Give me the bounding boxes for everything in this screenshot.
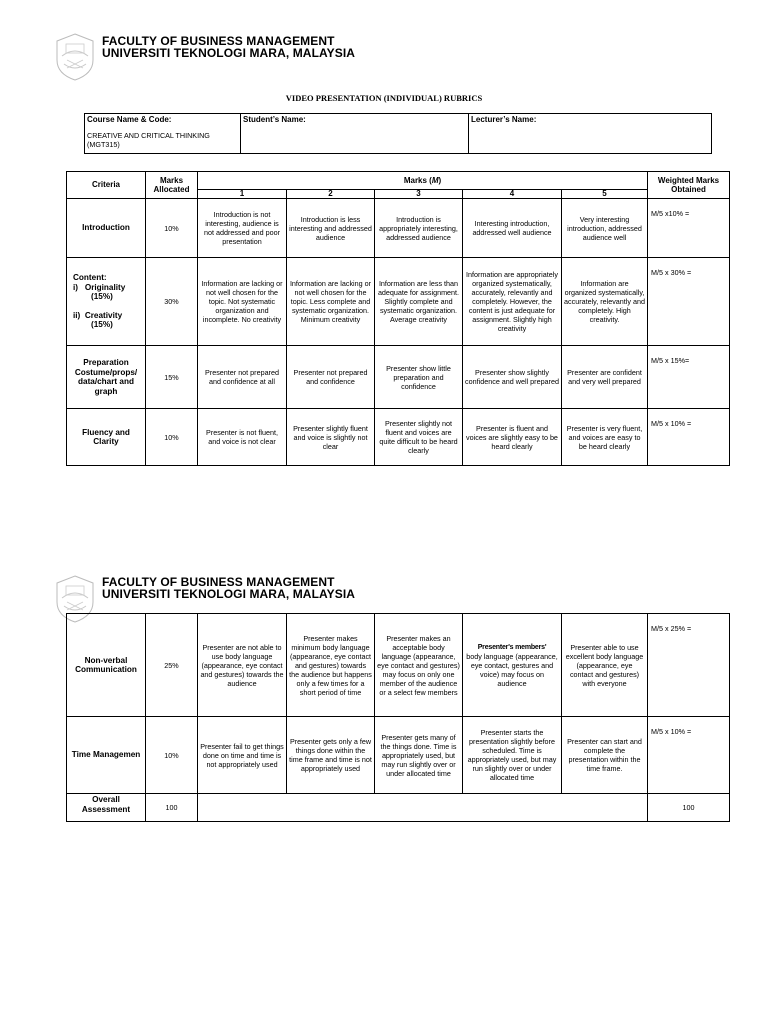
student-name-label: Student’s Name:: [243, 115, 306, 124]
level-cell: Presenter is not fluent, and voice is not clear: [198, 409, 287, 466]
criteria-cell: Time Managemen: [67, 717, 146, 794]
level-cell: Introduction is less interesting and addressed audience: [287, 199, 375, 258]
rubric-table-2: [66, 613, 730, 822]
criteria-cell: Overall Assessment: [67, 794, 146, 822]
criteria-header: Criteria: [67, 172, 146, 199]
level-cell: Presenter show slightly confidence and well prepared: [463, 346, 562, 409]
level-cell: Presenter makes an acceptable body language (appearance, eye contact and gestures) may focus on only one member of the audience or a select few members: [375, 614, 463, 717]
overall-blank-cell: [198, 794, 648, 822]
weighted-cell[interactable]: M/5 x 30% =: [648, 258, 730, 346]
lecturer-name-label: Lecturer’s Name:: [471, 115, 537, 124]
level-cell: Very interesting introduction, addressed audience well: [562, 199, 648, 258]
criteria-cell: Introduction: [67, 199, 146, 258]
document-title: VIDEO PRESENTATION (INDIVIDUAL) RUBRICS: [285, 93, 483, 103]
allocated-cell: 10%: [146, 199, 198, 258]
level-cell: Presenter gets many of the things done. Time is appropriately used, but may run slightly over or under allocated time: [375, 717, 463, 794]
criteria-cell: [67, 258, 146, 346]
level-cell-text: body language (appearance, eye contact, gestures and voice) may focus on audience: [466, 651, 558, 688]
level-cell: Presenter not prepared and confidence at all: [198, 346, 287, 409]
weighted-cell[interactable]: M/5 x 10% =: [648, 717, 730, 794]
course-value-2: (MGT315): [87, 140, 120, 149]
criteria-line: Content:: [73, 273, 107, 283]
faculty-name: FACULTY OF BUSINESS MANAGEMENT: [102, 575, 335, 589]
course-label: Course Name & Code:: [87, 115, 172, 124]
level-cell: Presenter are confident and very well prepared: [562, 346, 648, 409]
university-name: UNIVERSITI TEKNOLOGI MARA, MALAYSIA: [102, 587, 356, 601]
rubric-row-preparation: [67, 346, 730, 409]
university-name: UNIVERSITI TEKNOLOGI MARA, MALAYSIA: [102, 46, 356, 60]
allocated-cell: 10%: [146, 409, 198, 466]
level-cell: Presenter fail to get things done on time and time is not appropriately used: [198, 717, 287, 794]
criteria-cell: Non-verbal Communication: [67, 614, 146, 717]
weighted-marks-header: [648, 172, 730, 199]
faculty-name: FACULTY OF BUSINESS MANAGEMENT: [102, 34, 335, 48]
rubric-row-overall: [67, 794, 730, 822]
weighted-cell[interactable]: M/5 x10% =: [648, 199, 730, 258]
criteria-line: (15%): [91, 292, 113, 302]
level-cell: Presenter not prepared and confidence: [287, 346, 375, 409]
weighted-header-line2: Obtained: [671, 185, 706, 194]
rubric-row-non-verbal: [67, 614, 730, 717]
weighted-cell[interactable]: M/5 x 10% =: [648, 409, 730, 466]
allocated-cell: 100: [146, 794, 198, 822]
level-2-header: 2: [287, 190, 375, 199]
level-1-header: 1: [198, 190, 287, 199]
level-4-header: 4: [463, 190, 562, 199]
level-cell: Interesting introduction, addressed well audience: [463, 199, 562, 258]
marks-m-post: ): [438, 175, 442, 185]
allocated-cell: 15%: [146, 346, 198, 409]
level-cell: Presenter is fluent and voices are slightly easy to be heard clearly: [463, 409, 562, 466]
weighted-cell[interactable]: M/5 x 15%=: [648, 346, 730, 409]
marks-m-header: [198, 172, 648, 190]
level-cell: Introduction is not interesting, audience is not addressed and poor presentation: [198, 199, 287, 258]
level-cell: Information are lacking or not well chosen for the topic. Not systematic organization and incomplete. No creativity: [198, 258, 287, 346]
marks-m-var: M: [431, 175, 439, 185]
level-cell: Presenter slightly fluent and voice is slightly not clear: [287, 409, 375, 466]
level-cell: Presenter are not able to use body language (appearance, eye contact and gestures) towards the audience: [198, 614, 287, 717]
level-cell: Introduction is appropriately interesting, addressed audience: [375, 199, 463, 258]
level-cell: Information are appropriately organized systematically, accurately, relevantly and completely. However, the content is just adequate for assignment. Slightly high creativity: [463, 258, 562, 346]
level-cell: Presenter is very fluent, and voices are easy to be heard clearly: [562, 409, 648, 466]
allocated-cell: 30%: [146, 258, 198, 346]
overall-total-cell: 100: [648, 794, 730, 822]
allocated-cell: 25%: [146, 614, 198, 717]
course-info-table: [84, 113, 712, 154]
weighted-cell[interactable]: M/5 x 25% =: [648, 614, 730, 717]
level-cell: Presenter able to use excellent body language (appearance, eye contact and gestures) with everyone: [562, 614, 648, 717]
allocated-cell: 10%: [146, 717, 198, 794]
level-cell: Presenter slightly not fluent and voices are quite difficult to be heard clearly: [375, 409, 463, 466]
level-cell: Presenter makes minimum body language (appearance, eye contact and gestures) towards the audience but happens only a few times for a short period of time: [287, 614, 375, 717]
marks-allocated-header: [146, 172, 198, 199]
marks-m-pre: Marks (: [403, 175, 432, 185]
rubric-row-content: [67, 258, 730, 346]
marks-allocated-header-line2: Allocated: [153, 185, 190, 194]
rubric-row-introduction: [67, 199, 730, 258]
course-value-1: CREATIVE AND CRITICAL THINKING: [87, 131, 210, 140]
criteria-line: i) Originality: [73, 282, 126, 292]
level-cell: Information are lacking or not well chosen for the topic. Less complete and systematic organization. Minimum creativity: [287, 258, 375, 346]
level-cell: [463, 614, 562, 717]
level-cell: Presenter can start and complete the presentation within the time frame.: [562, 717, 648, 794]
student-name-cell[interactable]: [241, 114, 469, 154]
course-cell: [85, 114, 241, 154]
rubric-row-time-management: [67, 717, 730, 794]
level-cell: Presenter starts the presentation slightly before scheduled. Time is appropriately used, but may run slightly over or under allocated time: [463, 717, 562, 794]
level-cell: Presenter gets only a few things done within the time frame and time is not appropriately used: [287, 717, 375, 794]
rubric-table-1: [66, 171, 730, 466]
level-3-header: 3: [375, 190, 463, 199]
level-cell: Information are organized systematically, accurately, relevantly and completely. High creativity.: [562, 258, 648, 346]
criteria-cell: Fluency and Clarity: [67, 409, 146, 466]
uitm-logo-icon: [54, 32, 96, 82]
criteria-cell: Preparation Costume/props/ data/chart and graph: [67, 346, 146, 409]
criteria-line: ii) Creativity: [73, 310, 123, 320]
criteria-line: (15%): [91, 320, 113, 330]
level-5-header: 5: [562, 190, 648, 199]
lecturer-name-cell[interactable]: [469, 114, 712, 154]
marks-allocated-header-line1: Marks: [159, 175, 184, 185]
level-cell: Presenter show little preparation and confidence: [375, 346, 463, 409]
weighted-header-line1: Weighted Marks: [657, 175, 720, 185]
rubric-row-fluency: [67, 409, 730, 466]
level-cell-lead: Presenter's members': [477, 643, 547, 651]
level-cell: Information are less than adequate for assignment. Slightly complete and systematic organization. Average creativity: [375, 258, 463, 346]
